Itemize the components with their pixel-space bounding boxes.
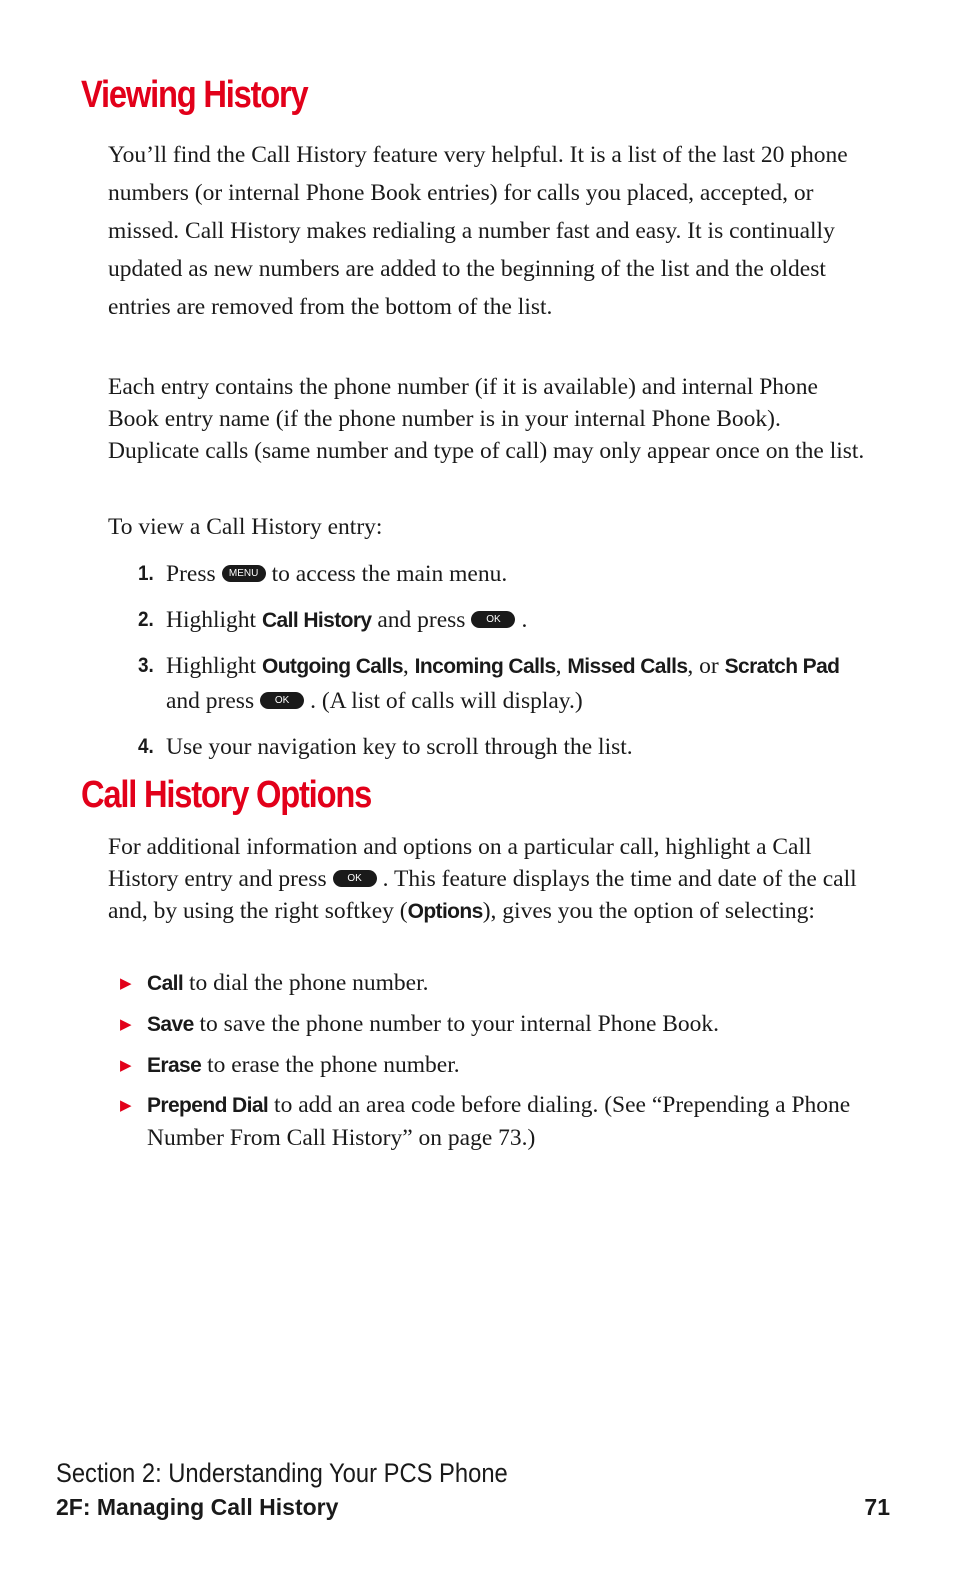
viewing-history-heading: Viewing History — [81, 74, 308, 116]
ok-key-icon: OK — [260, 692, 304, 709]
lead-in-text: To view a Call History entry: — [108, 514, 383, 540]
step-number: 3. — [138, 654, 154, 677]
triangle-bullet-icon: ▶ — [120, 1015, 132, 1033]
menu-key-icon: MENU — [222, 565, 266, 582]
triangle-bullet-icon: ▶ — [120, 974, 132, 992]
triangle-bullet-icon: ▶ — [120, 1056, 132, 1074]
step-number: 1. — [138, 562, 154, 585]
footer-section-title: Section 2: Understanding Your PCS Phone — [56, 1458, 508, 1488]
step-text: Highlight Call History and press OK . — [166, 607, 528, 633]
step-number: 2. — [138, 608, 154, 631]
intro-paragraph: You’ll find the Call History feature very helpful. It is a list of the last 20 phone numbers (or internal Phone Book entries) for calls you placed, accepted, or missed. Call History makes redialing a number fast and easy. It is continually updated as new numbers are added to the beginning of the list and the oldest entries are removed from the bottom of the list. — [108, 142, 848, 320]
options-paragraph: For additional information and options on a particular call, highlight a Call History entry and press OK . This feature displays the time and date of the call and, by using the right softkey (Options), gives you the option of selecting: — [108, 834, 857, 924]
entry-info-paragraph: Each entry contains the phone number (if it is available) and internal Phone Book entry name (if the phone number is in your internal Phone Book). Duplicate calls (same number and type of call) may only appear once on the list. — [108, 374, 865, 464]
step-number: 4. — [138, 735, 154, 758]
step-text: Use your navigation key to scroll through the list. — [166, 734, 633, 760]
step-text: Press MENU to access the main menu. — [166, 561, 508, 587]
ok-key-icon: OK — [471, 611, 515, 628]
footer-chapter-title: 2F: Managing Call History — [56, 1494, 339, 1520]
page-number: 71 — [864, 1494, 890, 1520]
triangle-bullet-icon: ▶ — [120, 1096, 132, 1114]
step-text: Highlight Outgoing Calls, Incoming Calls, Missed Calls, or Scratch Pad and press OK . (A list of calls will display.) — [166, 653, 840, 714]
manual-page: Viewing History You’ll find the Call History feature very helpful. It is a list of the last 20 phone numbers (or internal Phone Book entries) for calls you placed, accepted, or missed. Call History makes redialing a number fast and easy. It is continually updated as new numbers are added to the beginning of the list and the oldest entries are removed from the bottom of the list. Each entry contains the phone number (if it is available) and internal Phone Book entry name (if the phone number is in your internal Phone Book). Duplicate calls (same number and type of call) may only appear once on the list. To view a Call History entry: 1. Press MENU to access the main menu. 2. Highlight Call History and press OK . 3. Highlight Outgoing Calls, Incoming Calls, Missed Calls, or Scratch Pad and press OK . (A list of calls will display.) 4. Use your navigation key to scroll through the list. Call History Options For additional information and options on a particular call, highlight a Call History entry and press OK . This feature displays the time and date of the call and, by using the right softkey (Options), gives you the option of selecting: ▶ Call to dial the phone number. ▶ Save to save the phone number to your internal Phone Book. ▶ Erase to erase the phone number. ▶ Prepend Dial to add an area code before dialing. (See “Prepending a Phone Number From Call History” on page 73.) Section 2: Understanding Your PCS Phone 2F: Managing Call History 71 — [56, 74, 890, 1520]
ok-key-icon: OK — [333, 870, 377, 887]
call-history-options-heading: Call History Options — [81, 774, 372, 816]
